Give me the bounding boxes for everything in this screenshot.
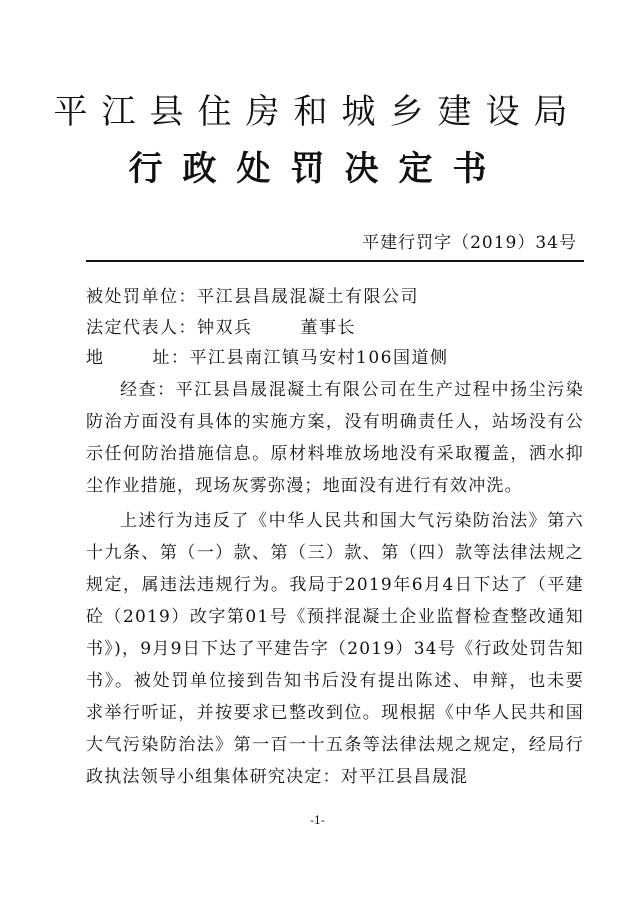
legal-representative-line: [86, 320, 356, 337]
legal-representative-name: 钟双兵: [197, 318, 253, 338]
document-title: 行政处罚决定书: [128, 149, 507, 189]
document-number: 平建行罚字（2019）34号: [362, 233, 577, 253]
page-number: -1-: [310, 814, 325, 827]
findings-paragraph: 经查：平江县昌晟混凝土有限公司在生产过程中扬尘污染防治方面没有具体的实施方案，没有明确责任人，站场没有公示任何防治措施信息。原材料堆放场地没有采取覆盖，洒水抑尘作业措施，现场灰雾弥漫；地面没有进行有效冲洗。: [86, 380, 584, 496]
legal-representative-title: 董事长: [300, 318, 356, 338]
penalized-unit-line: [86, 289, 419, 306]
address-line: [86, 350, 448, 367]
address-label-second: 址：: [152, 348, 190, 368]
penalized-unit-value: 平江县昌晟混凝土有限公司: [197, 287, 419, 307]
address-value: 平江县南江镇马安村106国道侧: [189, 348, 449, 368]
header-divider: [86, 260, 584, 262]
issuing-authority-title: 平江县住房和城乡建设局: [53, 92, 582, 132]
penalized-unit-label: 被处罚单位：: [86, 287, 197, 307]
legal-representative-label: 法定代表人：: [86, 318, 197, 338]
violation-decision-paragraph: 上述行为违反了《中华人民共和国大气污染防治法》第六十九条、第（一）款、第（三）款、第（四）款等法律法规之规定，属违法违规行为。我局于2019年6月4日下达了（平建砼（2019）改字第01号《预拌混凝土企业监督检查整改通知书》)，9月9日下达了平建告字（2019）34号《行政处罚告知书》。被处罚单位接到告知书后没有提出陈述、申辩，也未要求举行听证，并按要求已整改到位。现根据《中华人民共和国大气污染防治法》第一百一十五条等法律法规之规定，经局行政执法领导小组集体研究决定：对平江县昌晟混: [86, 511, 584, 787]
address-label-first: 地: [86, 348, 105, 368]
